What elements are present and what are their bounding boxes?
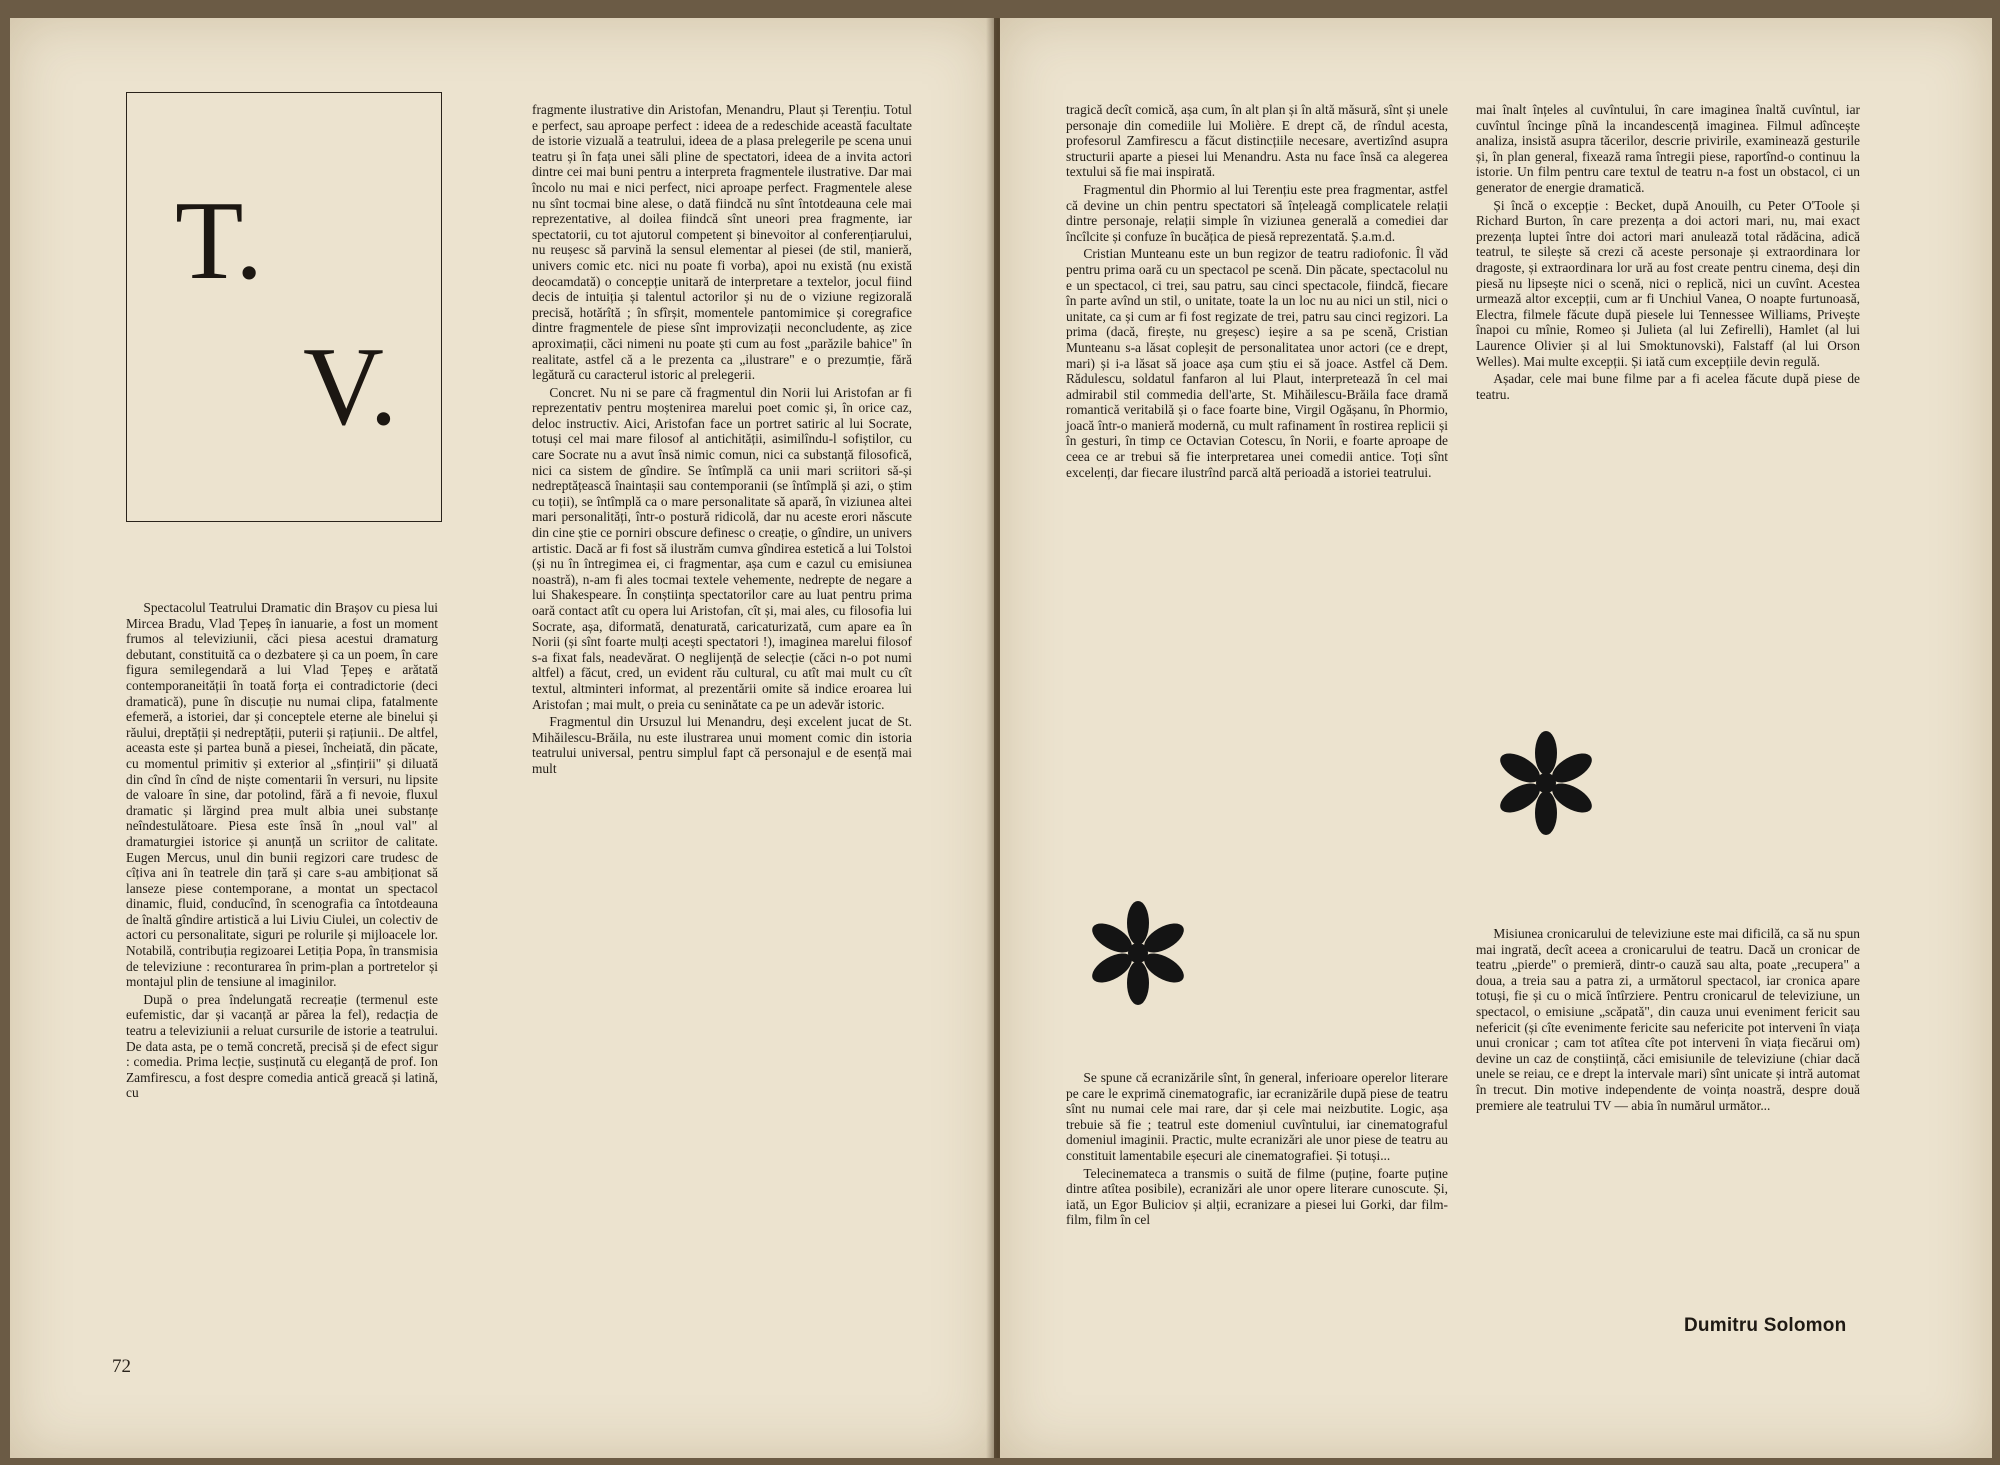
title-box	[126, 92, 442, 522]
asterisk-ornament-icon	[1078, 898, 1198, 1008]
paragraph: Misiunea cronicarului de televiziune este mai dificilă, ca să nu spun mai ingrată, decît aceea a cronicarului de teatru. Dacă un cronicar de teatru „pierde" o premieră, dintr-o cauză sau alta, poate „recupera" a doua, a treia sau a patra zi, a următorul spectacol, iar cronica apare totuși, fie și cu o mică întîrziere. Pentru cronicarul de televiziune, un spectacol, o emisiune „scăpată", din cauza unui eveniment fericit sau nefericit (și cîte evenimente fericite sau nefericite pot interveni în viața unui cronicar ; cam tot atîtea cîte pot interveni în viața fiecărui om) devine un caz de conștiință, căci emisiunile de televiziune (chiar dacă unele se reiau, ce e drept la intervale mari) sînt unicate și intră automat în trecut. Din motive independente de voința noastră, despre două premiere ale teatrului TV — abia în numărul următor...	[1476, 926, 1860, 1113]
right-page	[1000, 18, 1992, 1458]
paragraph: Se spune că ecranizările sînt, în general, inferioare operelor literare pe care le exprimă cinematografic, iar ecranizările după piese de teatru sînt nu numai cele mai rare, dar și cele mai neizbutite. Logic, așa trebuie să fie ; teatrul este domeniul cuvîntului, iar cinematograful domeniul imaginii. Practic, multe ecranizări ale unor piese de teatru au constituit lamentabile eșecuri ale cinematografiei. Și totuși...	[1066, 1070, 1448, 1163]
paragraph: tragică decît comică, așa cum, în alt plan și în altă măsură, sînt și unele personaje din comediile lui Molière. E drept că, de rîndul acesta, profesorul Zamfirescu a făcut distincțiile necesare, avertizînd asupra structurii aparte a piesei lui Menandru. Asta nu face însă ca alegerea textului să fie mai inspirată.	[1066, 102, 1448, 180]
paragraph: Și încă o excepție : Becket, după Anouilh, cu Peter O'Toole și Richard Burton, în care prezența a doi actori mari, nu, mai exact prezența luptei între doi actori mari anulează total rădăcina, adică teatrul, te silește să crezi că aceste personaje și extraordinara lor dragoste, și extraordinara lor ură au fost create pentru cinema, deși din piesă nu lipsește nici o scenă, nici o replică, nici un cuvînt. Acestea urmează altor excepții, cum ar fi Unchiul Vanea, O noapte furtunoasă, Electra, filmele făcute după piesele lui Tennessee Williams, Privește înapoi cu mînie, Romeo și Julieta (al lui Zefirelli), Hamlet (al lui Laurence Olivier și al lui Smoktunovski), Falstaff (al lui Orson Welles). Mai multe excepții. Și iată cum excepțiile devin regulă.	[1476, 197, 1860, 369]
left-page	[10, 18, 994, 1458]
title-letter-v: V.	[303, 325, 398, 449]
paragraph: mai înalt înțeles al cuvîntului, în care imaginea înaltă cuvîntul, iar cuvîntul încinge pînă la incandescență imaginea. Filmul adîncește analiza, insistă asupra tăcerilor, descrie privirile, examinează gesturile și, în plan general, fixează rama întregii piese, raportînd-o continuu la istorie. Un film pentru care textul de teatru n-a fost un obstacol, ci un generator de energie dramatică.	[1476, 102, 1860, 195]
paragraph: Așadar, cele mai bune filme par a fi acelea făcute după piese de teatru.	[1476, 371, 1860, 402]
paragraph: fragmente ilustrative din Aristofan, Menandru, Plaut și Terențiu. Totul e perfect, sau aproape perfect : ideea de a redeschide această facultate de istorie vizuală a teatrului, ideea de a plasa prelegerile pe scena unui teatru și în fața unei săli pline de spectatori, ideea de a invita actori dintre cei mai buni pentru a interpreta fragmentele ilustrative. Dar mai încolo nu mai e nici perfect, nici aproape perfect. Fragmentele alese nu sînt tocmai bine alese, o dată fiindcă nu sînt întotdeauna cele mai reprezentative, al doilea fiindcă sînt uneori prea fragmente, iar spectatorii, cu tot ajutorul competent și binevoitor al conferențiarului, nu reușesc să parvină la sensul elementar al piesei (de stil, manieră, univers comic etc. nici nu poate fi vorba), apoi nu există (nu există deocamdată) o concepție unitară de interpretare a textelor, jocul fiind decis de intuiția și talentul actorilor și nu de o viziune regizorală precisă, hotărîtă ; în sfîrșit, momentele pantomimice și coregrafice dintre fragmentele de piese sînt improvizații neconcludente, aș zice aproximații, căci nimeni nu poate ști cum au fost „parăzile bahice" în realitate, astfel că a le prezenta ca „ilustrare" e o prezumție, fără legătură cu caracterul istoric al prelegerii.	[532, 102, 912, 383]
page-number: 72	[112, 1356, 131, 1377]
paragraph: Fragmentul din Ursuzul lui Menandru, deși excelent jucat de St. Mihăilescu-Brăila, nu este ilustrarea unui moment comic din istoria teatrului universal, pentru simplul fapt că personajul e de esență mai mult	[532, 714, 912, 776]
paragraph: Concret. Nu ni se pare că fragmentul din Norii lui Aristofan ar fi reprezentativ pentru moștenirea marelui poet comic și, în orice caz, deloc instructiv. Aici, Aristofan face un portret satiric al lui Socrate, totuși cel mai mare filosof al antichității, asimilîndu-l sofiștilor, cu care Socrate nu a avut însă nimic comun, nici ca substanță filosofică, nici ca sistem de gîndire. Se întîmplă ca unii mari scriitori să-și nedreptățească înaintașii sau contemporanii (se întîmplă și azi, o știm cu toții), se întîmplă ca o mare personalitate să apară, în viziunea altei mari personalități, într-o postură ridicolă, dar nu aceste erori născute din cine știe ce porniri obscure definesc o creație, o gîndire, un univers artistic. Dacă ar fi fost să ilustrăm cumva gîndirea estetică a lui Tolstoi (și nu în întregimea ei, ci fragmentar, așa cum e cazul cu emisiunea noastră), n-am fi ales tocmai textele vehemente, nedrepte de negare a lui Shakespeare. În conștiința spectatorilor care au luat pentru prima oară contact atît cu opera lui Aristofan, cît și, mai ales, cu filosofia lui Socrate, așa, diformată, denaturată, caricaturizată, cum apare ea în Norii (și sînt foarte mulți acești spectatori !), imaginea marelui filosof s-a fixat fals, neadevărat. O neglijență de selecție (căci n-o pot numi altfel) a făcut, cred, un evident rău cultural, cu atît mai mult cu cît textul, altminteri informat, al prezentării omite să indice eroarea lui Aristofan ; mai mult, o preia cu seninătate ca pe un adevăr istoric.	[532, 384, 912, 712]
article-column-4	[1476, 102, 1860, 402]
title-letter-t: T.	[175, 179, 264, 303]
paragraph: Spectacolul Teatrului Dramatic din Brașov cu piesa lui Mircea Bradu, Vlad Țepeș în ianuarie, a fost un moment frumos al televiziunii, căci piesa acestui dramaturg debutant, constituită ca o dezbatere și ca un poem, în care figura semilegendară a lui Vlad Țepeș e arătată contemporaneității în toată forța ei contradictorie (deci dramatică), pune în discuție nu numai clipa, fatalmente efemeră, a istoriei, dar și conceptele eterne ale binelui și răului, dreptății și nedreptății, puterii și rațiunii.. De altfel, aceasta este și partea bună a piesei, încheiată, din păcate, cu momentul primitiv și exterior al „sfințirii" și diluată din cînd în cînd de niște comentarii în versuri, nu lipsite de valoare în sine, dar potolind, fără a fi nevoie, fluxul dramatic și lărgind prea mult albia unei substanțe neîndestulătoare. Piesa este însă în „noul val" al dramaturgiei istorice și anunță un scriitor de calitate. Eugen Mercus, unul din bunii regizori care trudesc de cîțiva ani în teatrele din țară și care s-au ambiționat să lanseze piese contemporane, a montat un spectacol dinamic, fluid, conducînd, în scenografia ca întotdeauna de înaltă gîndire artistică a lui Liviu Ciulei, un colectiv de actori cu personalitate, siguri pe rolurile și mijloacele lor. Notabilă, contribuția regizoarei Letiția Popa, în transmisia de televiziune : reconturarea în prim-plan a portretelor și montajul plin de tensiune al imaginilor.	[126, 600, 438, 990]
author-signature: Dumitru Solomon	[1684, 1315, 1847, 1336]
article-column-1	[126, 600, 438, 1101]
paragraph: Telecinemateca a transmis o suită de filme (puține, foarte puține dintre atîtea posibile), ecranizări ale unor opere literare cunoscute. Și, iată, un Egor Buliciov și alții, ecranizare a piesei lui Gorki, dar film-film, film în cel	[1066, 1165, 1448, 1228]
paragraph: După o prea îndelungată recreație (termenul este eufemistic, dar și vacanță ar părea la fel), redacția de teatru a televiziunii a reluat cursurile de istorie a teatrului. De data asta, pe o temă concretă, precisă și de efect sigur : comedia. Prima lecție, susținută cu eleganță de prof. Ion Zamfirescu, a fost despre comedia antică greacă și latină, cu	[126, 991, 438, 1101]
paragraph: Cristian Munteanu este un bun regizor de teatru radiofonic. Îl văd pentru prima oară cu un spectacol pe scenă. Din păcate, spectacolul nu e un spectacol, ci trei, sau patru, sau cinci spectacole, fiindcă, fiecare în parte avînd un stil, o unitate, toate la un loc nu au nici un stil, nici o unitate, ca și cum ar fi fost regizate de trei, patru sau cinci regizori. La prima (dacă, firește, nu greșesc) ieșire a sa pe scenă, Cristian Munteanu s-a lăsat copleșit de personalitatea unor actori (ce e drept, mari) și i-a lăsat să joace așa cum știu ei să joace. Astfel că Dem. Rădulescu, soldatul fanfaron al lui Plaut, interpretează în cel mai admirabil stil commedia dell'arte, St. Mihăilescu-Brăila face dramă romantică veritabilă și o face foarte bine, Virgil Ogășanu, în Phormio, joacă într-o manieră modernă, cu mult rafinament în rostirea replicii și în gesturi, în timp ce Octavian Cotescu, în Norii, e foarte aproape de ceea ce ar trebui să fie interpretarea unei comedii antice. Toți sînt excelenți, dar fiecare ilustrînd parcă altă perioadă a istoriei teatrului.	[1066, 246, 1448, 480]
article-column-3-lower	[1066, 1070, 1448, 1228]
article-column-2	[532, 102, 912, 777]
article-column-3	[1066, 102, 1448, 480]
paragraph: Fragmentul din Phormio al lui Terențiu este prea fragmentar, astfel că devine un chin pentru spectatori să înțeleagă complicatele relații dintre personaje, relații simple în viziunea generală a comediei dar încîlcite și confuze în bucățica de piesă reprezentată. Ș.a.m.d.	[1066, 181, 1448, 244]
article-column-4-lower	[1476, 926, 1860, 1113]
asterisk-ornament-icon	[1486, 728, 1606, 838]
